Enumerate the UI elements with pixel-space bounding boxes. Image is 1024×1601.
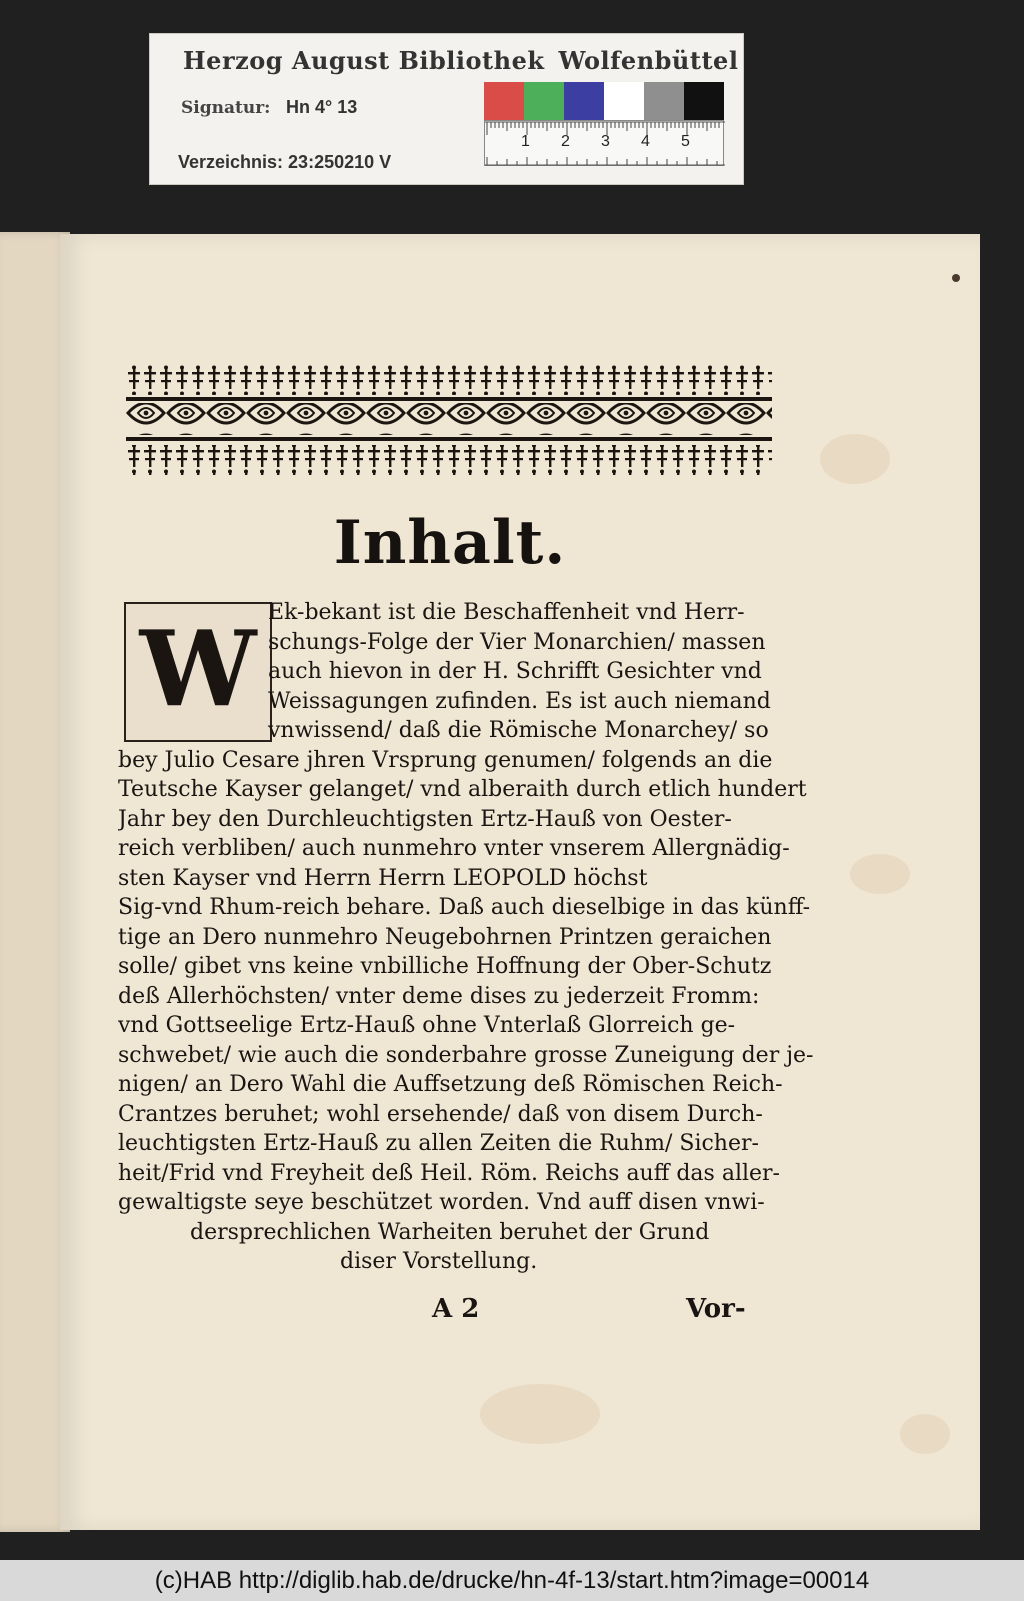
book-page <box>60 234 980 1530</box>
text-line: vnwissend/ daß die Römische Monarchey/ so <box>268 718 769 743</box>
text-line: reich verbliben/ auch nunmehro vnter vnserem Allergnädig- <box>118 836 790 861</box>
text-line: Jahr bey den Durchleuchtigsten Ertz-Hauß von Oester- <box>118 806 732 832</box>
library-city: Wolfenbüttel <box>558 46 739 75</box>
swatch-red <box>484 82 524 120</box>
paper-stain <box>900 1414 950 1454</box>
ornament-border <box>126 365 772 477</box>
paper-stain <box>480 1384 600 1444</box>
ruler-number: 5 <box>681 133 690 150</box>
page-heading: Inhalt. <box>333 508 567 578</box>
paper-stain <box>820 434 890 484</box>
text-line: Weissagungen zufinden. Es ist auch niemand <box>268 688 771 714</box>
text-line: Crantzes beruhet; wohl ersehende/ daß von disem Durch- <box>118 1101 763 1127</box>
copyright-footer: (c)HAB http://diglib.hab.de/drucke/hn-4f-13/start.htm?image=00014 <box>0 1560 1024 1601</box>
text-line: leuchtigsten Ertz-Hauß zu allen Zeiten die Ruhm/ Sicher- <box>118 1131 759 1156</box>
text-line: gewaltigste seye beschützet worden. Vnd auff disen vnwi- <box>118 1190 765 1215</box>
text-line: Ek-bekant ist die Beschaffenheit vnd Herr- <box>268 600 745 625</box>
ruler-number: 3 <box>601 133 610 150</box>
text-line: tige an Dero nunmehro Neugebohrnen Printzen geraichen <box>118 924 772 950</box>
text-line: diser Vorstellung. <box>340 1249 538 1274</box>
text-line: deß Allerhöchsten/ vnter deme dises zu jederzeit Fromm: <box>118 983 760 1009</box>
ruler-number: 4 <box>641 133 650 150</box>
text-line: schwebet/ wie auch die sonderbahre grosse Zuneigung der je- <box>118 1042 814 1068</box>
text-line: vnd Gottseelige Ertz-Hauß ohne Vnterlaß Glorreich ge- <box>118 1013 736 1038</box>
text-line: auch hievon in der H. Schrifft Gesichter vnd <box>268 659 762 684</box>
measurement-ruler <box>484 120 724 166</box>
body-text <box>118 598 834 1277</box>
swatch-green <box>524 82 564 120</box>
signature-mark: A 2 <box>432 1294 480 1324</box>
text-line: heit/Frid vnd Freyheit deß Heil. Röm. Reichs auff das aller- <box>118 1160 780 1186</box>
library-title <box>183 46 738 75</box>
text-line: schungs-Folge der Vier Monarchien/ massen <box>268 629 766 655</box>
swatch-white <box>604 82 644 120</box>
color-calibration-strip <box>484 82 724 120</box>
ruler-number: 1 <box>521 133 530 150</box>
text-line: nigen/ an Dero Wahl die Auffsetzung deß Römischen Reich- <box>118 1072 783 1097</box>
ruler-number: 2 <box>561 133 570 150</box>
initial-letter: W <box>139 607 257 730</box>
text-line: Sig-vnd Rhum-reich behare. Daß auch dieselbige in das künff- <box>118 895 811 920</box>
signatur-label: Signatur: <box>181 98 271 118</box>
swatch-black <box>684 82 724 120</box>
catchword: Vor- <box>686 1294 746 1324</box>
verzeichnis-text: Verzeichnis: 23:250210 V <box>178 152 392 172</box>
text-line: Teutsche Kayser gelanget/ vnd alberaith durch etlich hundert <box>118 777 807 802</box>
ink-spot <box>952 274 960 282</box>
text-line: solle/ gibet vns keine vnbilliche Hoffnung der Ober-Schutz <box>118 954 772 979</box>
library-reference-card <box>149 33 744 185</box>
text-line: sten Kayser vnd Herrn Herrn LEOPOLD höchst <box>118 865 648 891</box>
paper-stain <box>850 854 910 894</box>
text-line: dersprechlichen Warheiten beruhet der Grund <box>190 1219 710 1245</box>
library-name: Herzog August Bibliothek <box>183 46 545 75</box>
swatch-gray <box>644 82 684 120</box>
signatur-value: Hn 4° 13 <box>286 97 358 117</box>
text-line: bey Julio Cesare jhren Vrsprung genumen/ folgends an die <box>118 747 773 773</box>
swatch-blue <box>564 82 604 120</box>
